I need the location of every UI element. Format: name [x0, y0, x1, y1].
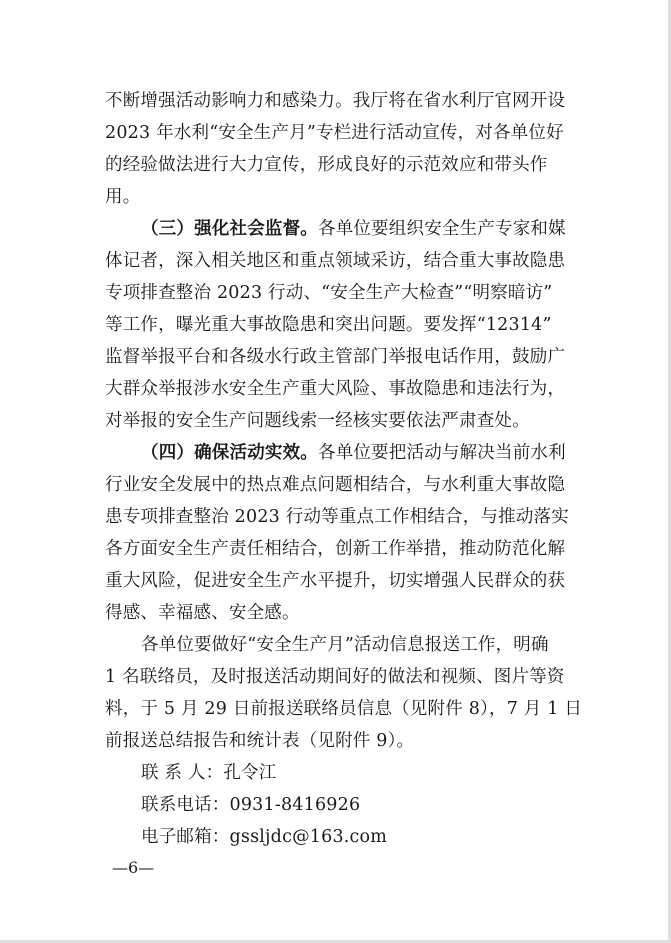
text-line: 监督举报平台和各级水行政主管部门举报电话作用，鼓励广: [105, 347, 566, 367]
text-line: 料，于 5 月 29 日前报送联络员信息（见附件 8），7 月 1 日: [105, 699, 583, 719]
section-4-first-line: [141, 442, 566, 464]
text-line: 重大风险，促进安全生产水平提升，切实增强人民群众的获: [105, 571, 566, 591]
section-3-heading: （三）强化社会监督。: [141, 219, 318, 239]
text-line: 等工作，曝光重大事故隐患和突出问题。要发挥“12314”: [105, 315, 552, 335]
section-3-first-line: [141, 218, 566, 240]
text-line: 得感、幸福感、安全感。: [105, 603, 300, 623]
contact-email: 电子邮箱：gssljdc@163.com: [141, 827, 388, 847]
section-4-heading: （四）确保活动实效。: [141, 443, 318, 463]
text-line: 专项排查整治 2023 行动、“安全生产大检查”“明察暗访”: [105, 283, 553, 303]
text-line: 不断增强活动影响力和感染力。我厅将在省水利厅官网开设: [105, 91, 566, 111]
text-line: 各方面安全生产责任相结合，创新工作举措，推动防范化解: [105, 539, 566, 559]
text-line: 2023 年水利“安全生产月”专栏进行活动宣传，对各单位好: [105, 123, 564, 143]
contact-person: 联 系 人：孔令江: [141, 763, 277, 783]
text-line: 各单位要做好“安全生产月”活动信息报送工作，明确: [141, 635, 549, 655]
text-line: 的经验做法进行大力宣传，形成良好的示范效应和带头作: [105, 155, 548, 175]
page-number: —6—: [112, 858, 155, 877]
text-line: 对举报的安全生产问题线索一经核实要依法严肃查处。: [105, 411, 530, 431]
text-line: 行业安全发展中的热点难点问题相结合，与水利重大事故隐: [105, 475, 566, 495]
contact-phone: 联系电话：0931-8416926: [141, 795, 361, 815]
text-line: 大群众举报涉水安全生产重大风险、事故隐患和违法行为，: [105, 379, 566, 399]
text-line: 前报送总结报告和统计表（见附件 9）。: [105, 731, 415, 751]
text-line: 患专项排查整治 2023 行动等重点工作相结合，与推动落实: [105, 507, 569, 527]
text-line: 用。: [105, 187, 141, 207]
text-line: 1 名联络员，及时报送活动期间好的做法和视频、图片等资: [105, 667, 565, 687]
text-span: 各单位要组织安全生产专家和媒: [318, 219, 566, 239]
text-line: 体记者，深入相关地区和重点领域采访，结合重大事故隐患: [105, 251, 566, 271]
text-span: 各单位要把活动与解决当前水利: [318, 443, 566, 463]
